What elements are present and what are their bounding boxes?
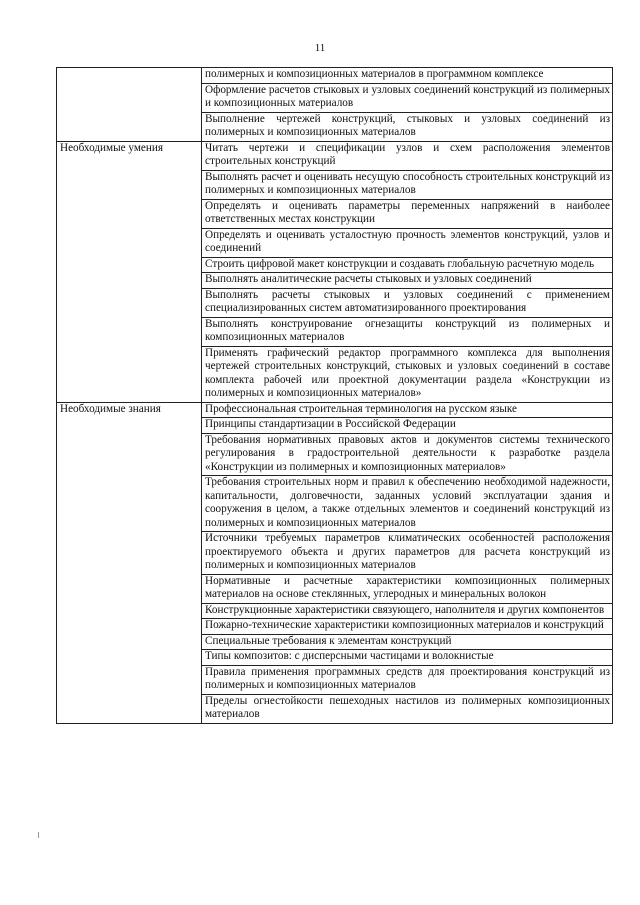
row-group-label: Необходимые знания [57, 402, 202, 723]
table-cell-item: Требования строительных норм и правил к обеспечению необходимой надежности, капитальности, долговечности, заданных условий эксплуатации здания и сооружения в целом, а также отдельных элементов и соединений конструкций из полимерных и композиционных материалов [202, 476, 613, 532]
table-cell-item: Определять и оценивать усталостную прочность элементов конструкций, узлов и соединений [202, 228, 613, 257]
table-row [57, 68, 613, 84]
table-cell-item: Выполнять расчет и оценивать несущую способность строительных конструкций из полимерных и композиционных материалов [202, 170, 613, 199]
table-cell-item: Пожарно-технические характеристики композиционных материалов и конструкций [202, 619, 613, 635]
table-row [57, 141, 613, 170]
margin-mark [38, 832, 39, 838]
page-number: 11 [314, 42, 326, 54]
table-cell-item: Требования нормативных правовых актов и документов системы технического регулирования в градостроительной деятельности к разработке раздела «Конструкции из полимерных и композиционных материалов» [202, 433, 613, 476]
table-cell-item: Принципы стандартизации в Российской Федерации [202, 418, 613, 434]
table-cell-item: Специальные требования к элементам конструкций [202, 634, 613, 650]
table-cell-item: Источники требуемых параметров климатических особенностей расположения проектируемого объекта и других параметров для расчета конструкций из полимерных и композиционных материалов [202, 532, 613, 575]
table-cell-item: Читать чертежи и спецификации узлов и схем расположения элементов строительных конструкций [202, 141, 613, 170]
table-cell-item: Типы композитов: с дисперсными частицами и волокнистые [202, 650, 613, 666]
table-row [57, 402, 613, 418]
table-cell-item: Выполнение чертежей конструкций, стыковых и узловых соединений из полимерных и композиционных материалов [202, 112, 613, 141]
row-group-label [57, 68, 202, 142]
table-cell-item: Профессиональная строительная терминология на русском языке [202, 402, 613, 418]
table-cell-item: Нормативные и расчетные характеристики композиционных полимерных материалов на основе стеклянных, углеродных и минеральных волокон [202, 574, 613, 603]
table-cell-item: Выполнять расчеты стыковых и узловых соединений с применением специализированных систем автоматизированного проектирования [202, 288, 613, 317]
table-cell-item: Строить цифровой макет конструкции и создавать глобальную расчетную модель [202, 257, 613, 273]
table-cell-item: Применять графический редактор программного комплекса для выполнения чертежей строительных конструкций, стыковых и узловых соединений в составе комплекта рабочей или проектной документации раздела «Конструкции из полимерных и композиционных материалов» [202, 346, 613, 402]
table-cell-item: Пределы огнестойкости пешеходных настилов из полимерных композиционных материалов [202, 694, 613, 723]
table-cell-item: Выполнять аналитические расчеты стыковых и узловых соединений [202, 273, 613, 289]
competency-table [56, 67, 613, 724]
table-cell-item: Правила применения программных средств для проектирования конструкций из полимерных и композиционных материалов [202, 665, 613, 694]
table-cell-item: Определять и оценивать параметры переменных напряжений в наиболее ответственных местах конструкции [202, 199, 613, 228]
table-cell-item: Выполнять конструирование огнезащиты конструкций из полимерных и композиционных материалов [202, 317, 613, 346]
competency-table-body [57, 68, 613, 724]
row-group-label: Необходимые умения [57, 141, 202, 402]
table-cell-item: Оформление расчетов стыковых и узловых соединений конструкций из полимерных и композиционных материалов [202, 83, 613, 112]
table-cell-item: полимерных и композиционных материалов в программном комплексе [202, 68, 613, 84]
table-cell-item: Конструкционные характеристики связующего, наполнителя и других компонентов [202, 603, 613, 619]
